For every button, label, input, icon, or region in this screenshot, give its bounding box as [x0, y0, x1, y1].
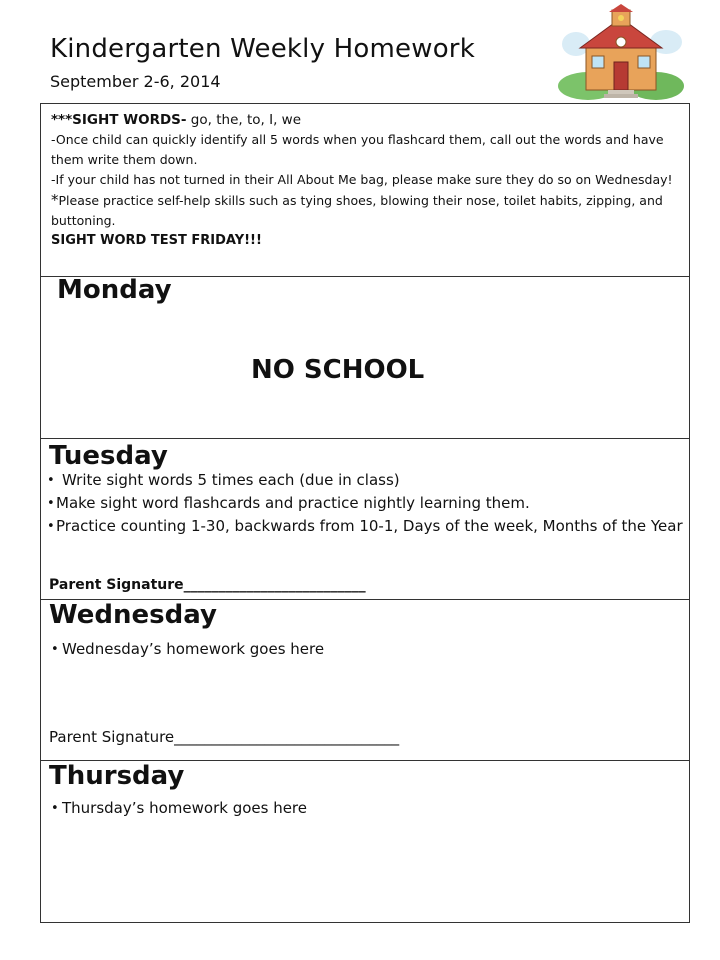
notes-cell	[41, 104, 689, 277]
parent-signature-line: Parent Signature__________________________	[49, 577, 366, 593]
schoolhouse-icon	[556, 4, 686, 104]
day-heading-thursday: Thursday	[49, 761, 185, 791]
test-notice: SIGHT WORD TEST FRIDAY!!!	[51, 233, 262, 248]
tuesday-cell	[41, 439, 689, 600]
day-heading-tuesday: Tuesday	[49, 441, 168, 471]
week-date: September 2-6, 2014	[50, 72, 221, 91]
parent-signature-line: Parent Signature______________________________	[49, 728, 400, 746]
homework-table	[40, 103, 690, 923]
sight-words-label: ***SIGHT WORDS-	[51, 112, 187, 128]
note-line-2: -If your child has not turned in their All About Me bag, please make sure they do so on Wednesday!	[51, 172, 673, 187]
no-school-text: NO SCHOOL	[251, 355, 425, 385]
wednesday-cell	[41, 600, 689, 761]
list-item: • Make sight word flashcards and practice nightly learning them.	[47, 492, 683, 515]
tuesday-homework-list	[47, 469, 683, 538]
thursday-homework-list	[51, 797, 307, 820]
note-line-3: Please practice self-help skills such as tying shoes, blowing their nose, toilet habits, zipping, and buttoning.	[51, 193, 663, 228]
note-line-1: -Once child can quickly identify all 5 words when you flashcard them, call out the words and have them write them down.	[51, 132, 664, 167]
day-heading-wednesday: Wednesday	[49, 600, 217, 630]
page-title: Kindergarten Weekly Homework	[50, 34, 475, 64]
list-item: • Write sight words 5 times each (due in class)	[47, 469, 683, 492]
list-item: • Wednesday’s homework goes here	[51, 638, 324, 661]
day-heading-monday: Monday	[57, 275, 172, 305]
monday-cell	[41, 277, 689, 439]
list-item: • Thursday’s homework goes here	[51, 797, 307, 820]
thursday-cell	[41, 761, 689, 922]
list-item: • Practice counting 1-30, backwards from 10-1, Days of the week, Months of the Year	[47, 515, 683, 538]
note-star: *	[51, 191, 59, 209]
wednesday-homework-list	[51, 638, 324, 661]
sight-words-list: go, the, to, I, we	[186, 112, 302, 128]
